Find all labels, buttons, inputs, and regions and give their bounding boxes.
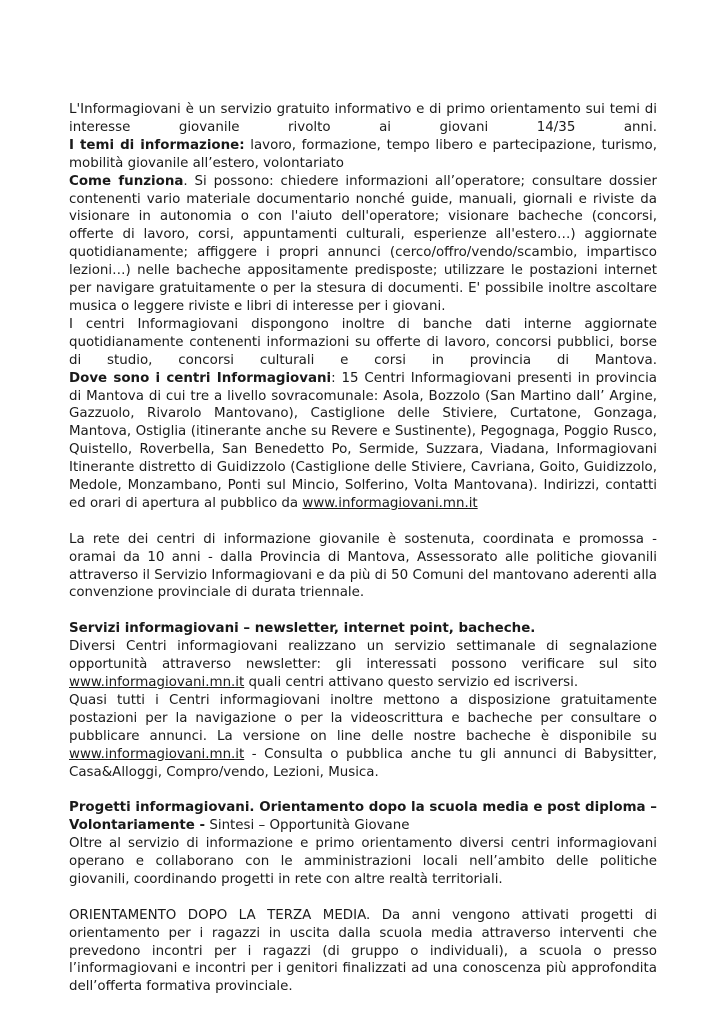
spacer (69, 889, 657, 907)
servizi-heading: Servizi informagiovani – newsletter, internet point, bacheche. (69, 621, 536, 637)
spacer (69, 781, 657, 799)
rete-paragraph: La rete dei centri di informazione giovanile è sostenuta, coordinata e promossa - oramai da 10 anni - dalla Provincia di Mantova, Assessorato alle politiche giovanili attraverso il Servizio Informagiovani e da più di 50 Comuni del mantovano aderenti alla convenzione provinciale di durata triennale. (69, 531, 657, 601)
dove-sono-paragraph (69, 370, 657, 513)
dove-sono-text: : 15 Centri Informagiovani presenti in provincia di Mantova di cui tre a livello sovracomunale: Asola, Bozzolo (San Martino dall’ Argine, Gazzuolo, Rivarolo Mantovano), Castiglione delle Stiviere, Curtatone, Gonzaga, Mantova, Ostiglia (itinerante anche su Revere e Sustinente), Pegognaga, Poggio Rusco, Quistello, Roverbella, San Benedetto Po, Sermide, Suzzara, Viadana, Informagiovani Itinerante distretto di Guidizzolo (Castiglione delle Stiviere, Cavriana, Goito, Guidizzolo, Medole, Monzambano, Ponti sul Mincio, Solferino, Volta Mantovana). Indirizzi, contatti ed orari di apertura al pubblico da (69, 370, 657, 511)
spacer (69, 602, 657, 620)
intro-paragraph: L'Informagiovani è un servizio gratuito informativo e di primo orientamento sui temi di interesse giovanile rivolto ai giovani 14/35 anni. (69, 102, 657, 135)
progetti-heading-bold: Progetti informagiovani. Orientamento dopo la scuola media e post diploma – Volontariamente - (69, 800, 657, 834)
dove-sono-label: Dove sono i centri Informagiovani (69, 370, 332, 386)
newsletter-text: Diversi Centri informagiovani realizzano un servizio settimanale di segnalazione opportunità attraverso newsletter: gli interessati possono verificare sul sito (69, 639, 657, 673)
newsletter-tail: quali centri attivano questo servizio ed iscriversi. (244, 674, 579, 690)
come-funziona-paragraph (69, 173, 657, 316)
banche-dati-paragraph: I centri Informagiovani dispongono inoltre di banche dati interne aggiornate quotidianamente contenenti informazioni su offerte di lavoro, concorsi pubblici, borse di studio, concorsi culturali e corsi in provincia di Mantova. (69, 316, 657, 368)
progetti-heading (69, 799, 657, 835)
temi-text: lavoro, formazione, tempo libero e partecipazione, turismo, mobilità giovanile all’estero, volontariato (69, 137, 657, 171)
progetti-paragraph: Oltre al servizio di informazione e primo orientamento diversi centri informagiovani operano e collaborano con le amministrazioni locali nell’ambito delle politiche giovanili, coordinando progetti in rete con altre realtà territoriali. (69, 836, 657, 887)
orientamento-paragraph: ORIENTAMENTO DOPO LA TERZA MEDIA. Da anni vengono attivati progetti di orientamento per i ragazzi in uscita dalla scuola media attraverso interventi che prevedono incontri per i ragazzi (di gruppo o individuali), a scuola o presso l’informagiovani e incontri per i genitori finalizzati ad una conoscenza più approfondita dell’offerta formativa provinciale. (69, 907, 657, 995)
spacer (69, 513, 657, 531)
document-body (69, 101, 657, 996)
bacheche-text: Quasi tutti i Centri informagiovani inoltre mettono a disposizione gratuitamente postazioni per la navigazione o per la videoscrittura e bacheche per consultare o pubblicare annunci. La versione on line delle nostre bacheche è disponibile su (69, 692, 657, 744)
informagiovani-link[interactable]: www.informagiovani.mn.it (302, 495, 478, 511)
temi-label: I temi di informazione: (69, 137, 245, 153)
bacheche-paragraph (69, 692, 657, 782)
informagiovani-link[interactable]: www.informagiovani.mn.it (69, 746, 245, 762)
come-funziona-text: . Si possono: chiedere informazioni all’operatore; consultare dossier contenenti vario materiale documentario nonché guide, manuali, giornali e riviste da visionare in autonomia o con l'aiuto dell'operatore; visionare bacheche (concorsi, offerte di lavoro, corsi, appuntamenti culturali, esperienze all'estero…) aggiornate quotidianamente; affiggere i propri annunci (cerco/offro/vendo/scambio, impartisco lezioni…) nelle bacheche appositamente predisposte; utilizzare le postazioni internet per navigare gratuitamente o per la stesura di documenti. E' possibile inoltre ascoltare musica o leggere riviste e libri di interesse per i giovani. (69, 173, 657, 314)
newsletter-paragraph (69, 638, 657, 692)
temi-paragraph (69, 137, 657, 173)
progetti-heading-rest: Sintesi – Opportunità Giovane (205, 818, 410, 834)
come-funziona-label: Come funziona (69, 173, 184, 189)
bacheche-tail: - Consulta o pubblica anche tu gli annunci di Babysitter, Casa&Alloggi, Compro/vendo, Lezioni, Musica. (69, 746, 657, 780)
informagiovani-link[interactable]: www.informagiovani.mn.it (69, 674, 245, 690)
